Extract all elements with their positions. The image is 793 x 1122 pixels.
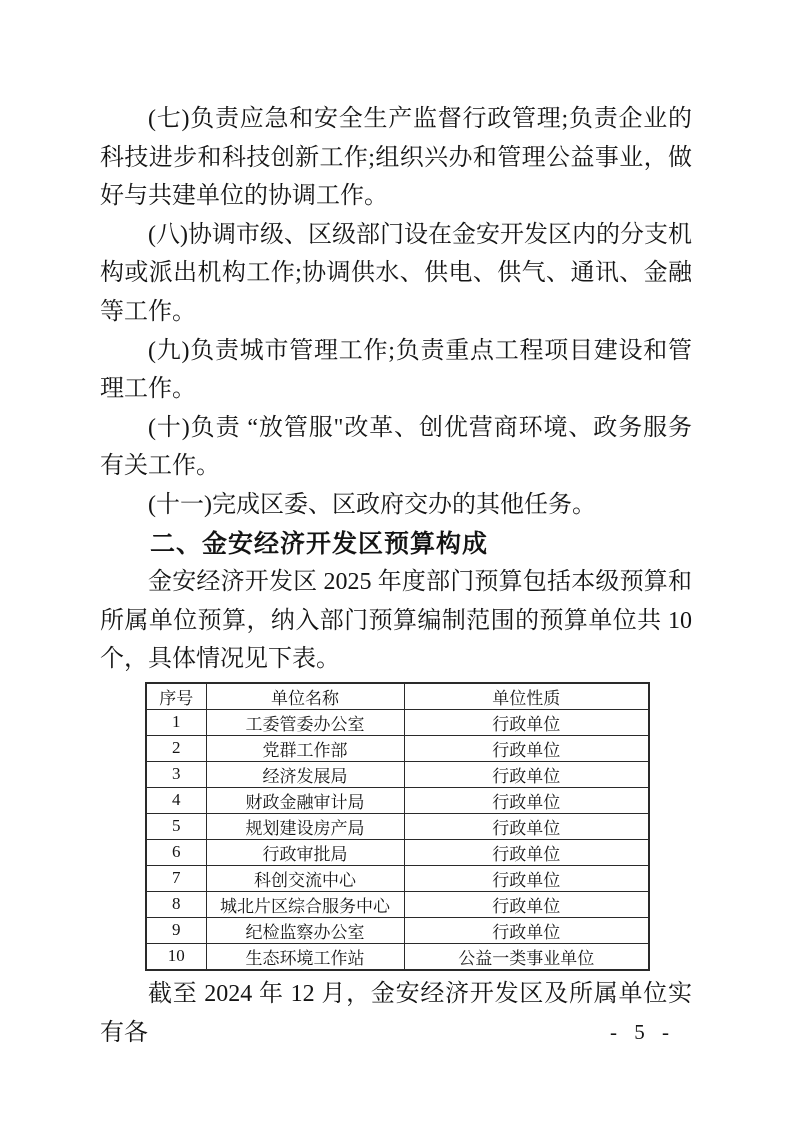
- row-number-cell: 9: [146, 917, 206, 943]
- paragraph-duty-9: (九)负责城市管理工作;负责重点工程项目建设和管理工作。: [100, 337, 692, 403]
- unit-name-cell: 科创交流中心: [206, 865, 404, 891]
- table-row: [146, 735, 649, 761]
- paragraph-duty-11: (十一)完成区委、区政府交办的其他任务。: [148, 491, 596, 518]
- unit-name-cell: 行政审批局: [206, 839, 404, 865]
- unit-type-cell: 行政单位: [404, 813, 649, 839]
- unit-type-cell: 行政单位: [404, 865, 649, 891]
- row-number-cell: 4: [146, 787, 206, 813]
- unit-name-cell: 财政金融审计局: [206, 787, 404, 813]
- unit-type-cell: 行政单位: [404, 709, 649, 735]
- paragraph-duty-8: (八)协调市级、区级部门设在金安开发区内的分支机构或派出机构工作;协调供水、供电、供气、通讯、金融等工作。: [100, 221, 692, 325]
- row-number-cell: 7: [146, 865, 206, 891]
- unit-type-cell: 行政单位: [404, 735, 649, 761]
- unit-name-cell: 规划建设房产局: [206, 813, 404, 839]
- section-heading: 二、金安经济开发区预算构成: [150, 529, 489, 558]
- unit-name-cell: 城北片区综合服务中心: [206, 891, 404, 917]
- table-header-cell: 序号: [146, 683, 206, 710]
- paragraph-duty-7: (七)负责应急和安全生产监督行政管理;负责企业的科技进步和科技创新工作;组织兴办和管理公益事业，做好与共建单位的协调工作。: [100, 106, 692, 210]
- row-number-cell: 2: [146, 735, 206, 761]
- paragraph-duty-10: (十)负责 “放管服"改革、创优营商环境、政务服务有关工作。: [100, 414, 692, 480]
- unit-type-cell: 行政单位: [404, 839, 649, 865]
- unit-name-cell: 纪检监察办公室: [206, 917, 404, 943]
- page-number: - 5 -: [610, 1020, 675, 1044]
- unit-name-cell: 生态环境工作站: [206, 943, 404, 970]
- row-number-cell: 1: [146, 709, 206, 735]
- closing-paragraph: 截至 2024 年 12 月，金安经济开发区及所属单位实有各: [100, 980, 692, 1046]
- table-row: [146, 891, 649, 917]
- unit-name-cell: 经济发展局: [206, 761, 404, 787]
- table-row: [146, 839, 649, 865]
- unit-type-cell: 行政单位: [404, 917, 649, 943]
- document-body: [100, 100, 692, 1052]
- table-row: [146, 787, 649, 813]
- table-header-cell: 单位性质: [404, 683, 649, 710]
- table-row: [146, 943, 649, 970]
- table-row: [146, 813, 649, 839]
- row-number-cell: 5: [146, 813, 206, 839]
- unit-type-cell: 行政单位: [404, 787, 649, 813]
- intro-paragraph: 金安经济开发区 2025 年度部门预算包括本级预算和所属单位预算，纳入部门预算编制范围的预算单位共 10 个，具体情况见下表。: [100, 569, 692, 673]
- row-number-cell: 8: [146, 891, 206, 917]
- table-body: [146, 709, 649, 970]
- row-number-cell: 3: [146, 761, 206, 787]
- unit-type-cell: 行政单位: [404, 761, 649, 787]
- table-row: [146, 917, 649, 943]
- table-header-row: [146, 683, 649, 710]
- unit-name-cell: 党群工作部: [206, 735, 404, 761]
- table-header-cell: 单位名称: [206, 683, 404, 710]
- unit-type-cell: 行政单位: [404, 891, 649, 917]
- row-number-cell: 10: [146, 943, 206, 970]
- table-row: [146, 865, 649, 891]
- unit-name-cell: 工委管委办公室: [206, 709, 404, 735]
- row-number-cell: 6: [146, 839, 206, 865]
- table-row: [146, 761, 649, 787]
- table-row: [146, 709, 649, 735]
- unit-type-cell: 公益一类事业单位: [404, 943, 649, 970]
- budget-units-table: [145, 682, 650, 971]
